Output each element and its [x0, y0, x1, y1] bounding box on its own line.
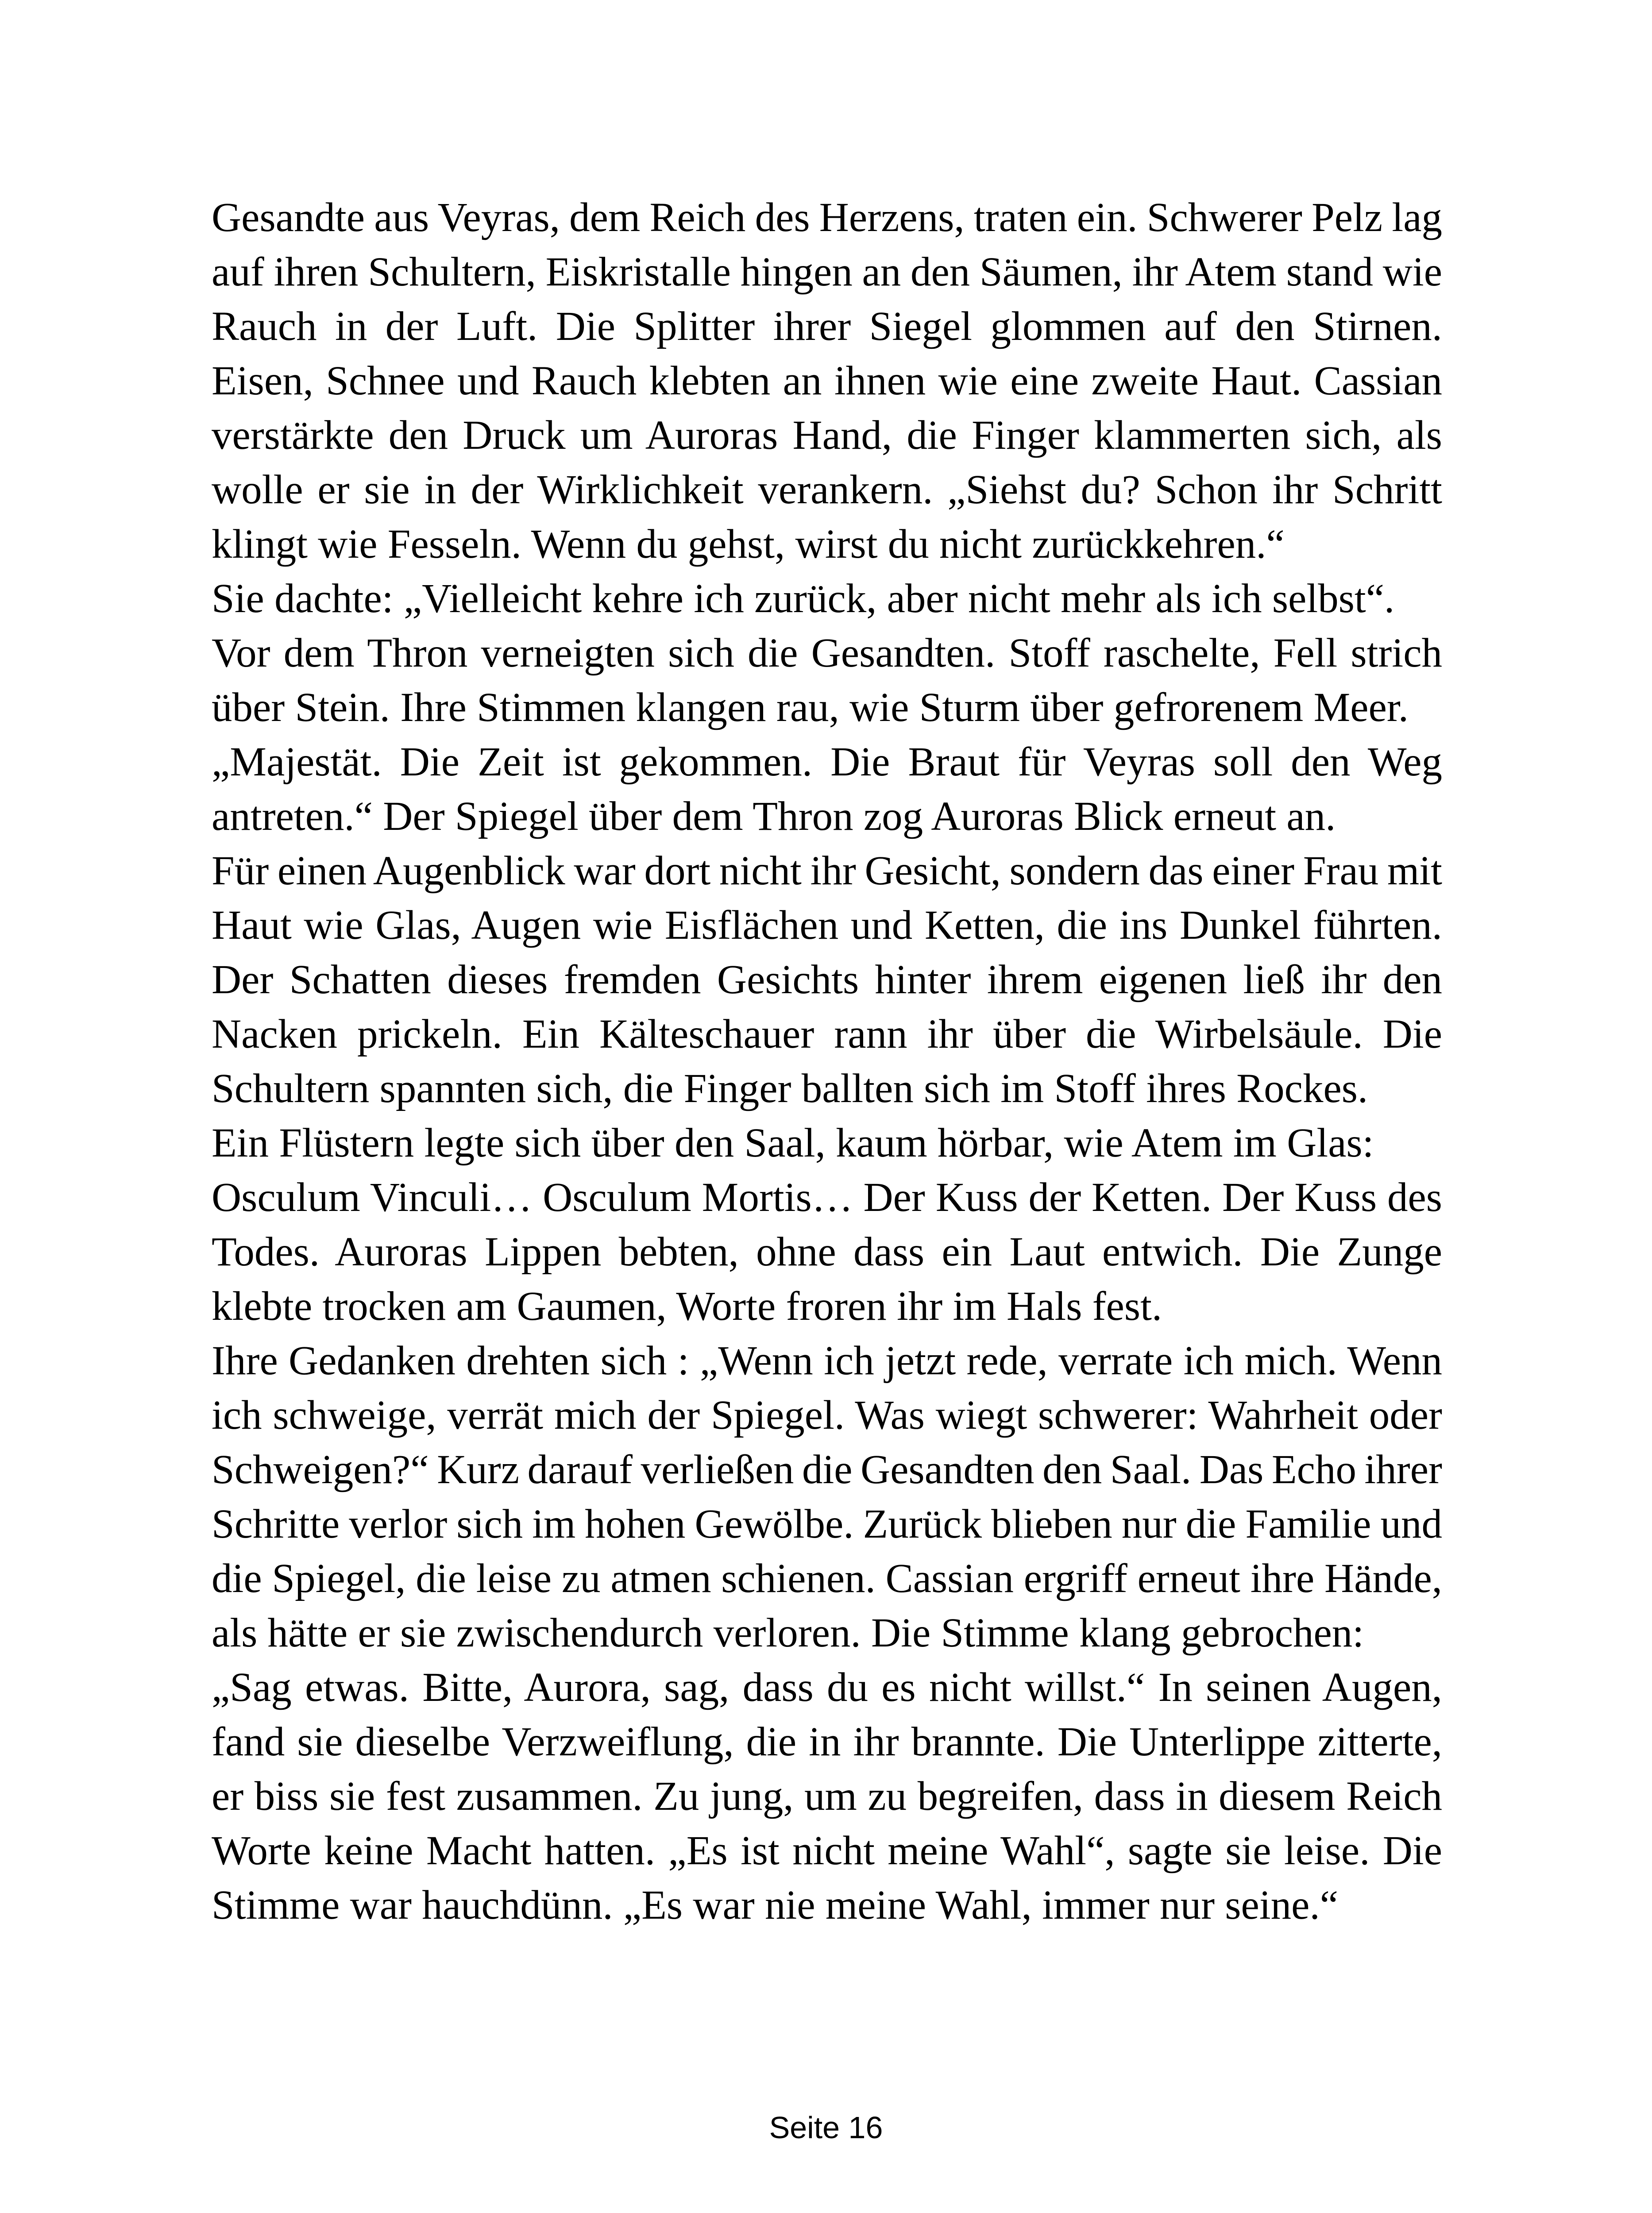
text-line [212, 299, 1442, 354]
text-line [212, 844, 1442, 898]
text-line-inner: fand sie dieselbe Verzweiflung, die in ihr brannte. Die Unterlippe zitterte, [212, 1719, 1442, 1765]
text-line-inner: Todes. Auroras Lippen bebten, ohne dass ein Laut entwich. Die Zunge [212, 1229, 1442, 1275]
text-line-inner: Schritte verlor sich im hohen Gewölbe. Zurück blieben nur die Familie und [212, 1501, 1442, 1547]
text-line-inner: Schweigen?“ Kurz darauf verließen die Gesandten den Saal. Das Echo ihrer [212, 1447, 1442, 1492]
text-line-inner: Gesandte aus Veyras, dem Reich des Herzens, traten ein. Schwerer Pelz lag [212, 195, 1442, 240]
text-line [212, 354, 1442, 408]
text-line [212, 1497, 1442, 1551]
text-line: Schultern spannten sich, die Finger ballten sich im Stoff ihres Rockes. [212, 1066, 1368, 1111]
text-line: Sie dachte: „Vielleicht kehre ich zurück, aber nicht mehr als ich selbst“. [212, 576, 1395, 621]
text-line-inner: Worte keine Macht hatten. „Es ist nicht meine Wahl“, sagte sie leise. Die [212, 1828, 1442, 1874]
text-line-inner: verstärkte den Druck um Auroras Hand, die Finger klammerten sich, als [212, 413, 1442, 458]
text-line [212, 1334, 1442, 1388]
text-line-inner: „Sag etwas. Bitte, Aurora, sag, dass du es nicht willst.“ In seinen Augen, [212, 1665, 1442, 1710]
text-line [212, 408, 1442, 463]
text-line-inner: Ihre Gedanken drehten sich : „Wenn ich jetzt rede, verrate ich mich. Wenn [212, 1338, 1442, 1384]
text-line-inner: Rauch in der Luft. Die Splitter ihrer Siegel glommen auf den Stirnen. [212, 304, 1442, 349]
text-line [212, 190, 1442, 245]
text-line [212, 735, 1442, 789]
text-line-inner: Vor dem Thron verneigten sich die Gesandten. Stoff raschelte, Fell strich [212, 630, 1442, 676]
text-line-inner: ich schweige, verrät mich der Spiegel. Was wiegt schwerer: Wahrheit oder [212, 1392, 1442, 1438]
text-line-inner: Nacken prickeln. Ein Kälteschauer rann ihr über die Wirbelsäule. Die [212, 1011, 1442, 1057]
text-line-inner: die Spiegel, die leise zu atmen schienen. Cassian ergriff erneut ihre Hände, [212, 1556, 1442, 1601]
text-line [212, 1660, 1442, 1715]
text-line [212, 245, 1442, 299]
text-line-inner: wolle er sie in der Wirklichkeit verankern. „Siehst du? Schon ihr Schritt [212, 467, 1442, 513]
text-line-inner: Eisen, Schnee und Rauch klebten an ihnen wie eine zweite Haut. Cassian [212, 358, 1442, 404]
text-line: über Stein. Ihre Stimmen klangen rau, wie Sturm über gefrorenem Meer. [212, 685, 1409, 730]
page-number: Seite 16 [769, 2110, 883, 2145]
text-line [212, 1551, 1442, 1606]
text-line [212, 952, 1442, 1007]
text-line-inner: Für einen Augenblick war dort nicht ihr Gesicht, sondern das einer Frau mit [212, 848, 1442, 894]
text-line: als hätte er sie zwischendurch verloren. Die Stimme klang gebrochen: [212, 1610, 1364, 1656]
text-line [212, 626, 1442, 680]
text-line-inner: auf ihren Schultern, Eiskristalle hingen an den Säumen, ihr Atem stand wie [212, 249, 1442, 295]
text-line [212, 1715, 1442, 1769]
text-line [212, 463, 1442, 517]
text-line [212, 1388, 1442, 1442]
text-line [212, 1007, 1442, 1061]
body-text [212, 190, 1442, 1932]
text-line-inner: Der Schatten dieses fremden Gesichts hinter ihrem eigenen ließ ihr den [212, 957, 1442, 1002]
text-line [212, 1824, 1442, 1878]
text-line-inner: Osculum Vinculi… Osculum Mortis… Der Kuss der Ketten. Der Kuss des [212, 1175, 1442, 1220]
text-line-inner: er biss sie fest zusammen. Zu jung, um zu begreifen, dass in diesem Reich [212, 1773, 1442, 1819]
text-line [212, 898, 1442, 952]
text-line: Stimme war hauchdünn. „Es war nie meine Wahl, immer nur seine.“ [212, 1882, 1338, 1928]
text-line [212, 1225, 1442, 1279]
text-line: klebte trocken am Gaumen, Worte froren ihr im Hals fest. [212, 1284, 1162, 1329]
text-line [212, 1442, 1442, 1497]
text-line: klingt wie Fesseln. Wenn du gehst, wirst du nicht zurückkehren.“ [212, 521, 1285, 567]
text-line [212, 1769, 1442, 1824]
text-line-inner: „Majestät. Die Zeit ist gekommen. Die Braut für Veyras soll den Weg [212, 739, 1442, 785]
text-line: antreten.“ Der Spiegel über dem Thron zog Auroras Blick erneut an. [212, 794, 1336, 839]
text-line [212, 1170, 1442, 1225]
text-line-inner: Haut wie Glas, Augen wie Eisflächen und Ketten, die ins Dunkel führten. [212, 902, 1442, 948]
text-line: Ein Flüstern legte sich über den Saal, kaum hörbar, wie Atem im Glas: [212, 1120, 1374, 1166]
